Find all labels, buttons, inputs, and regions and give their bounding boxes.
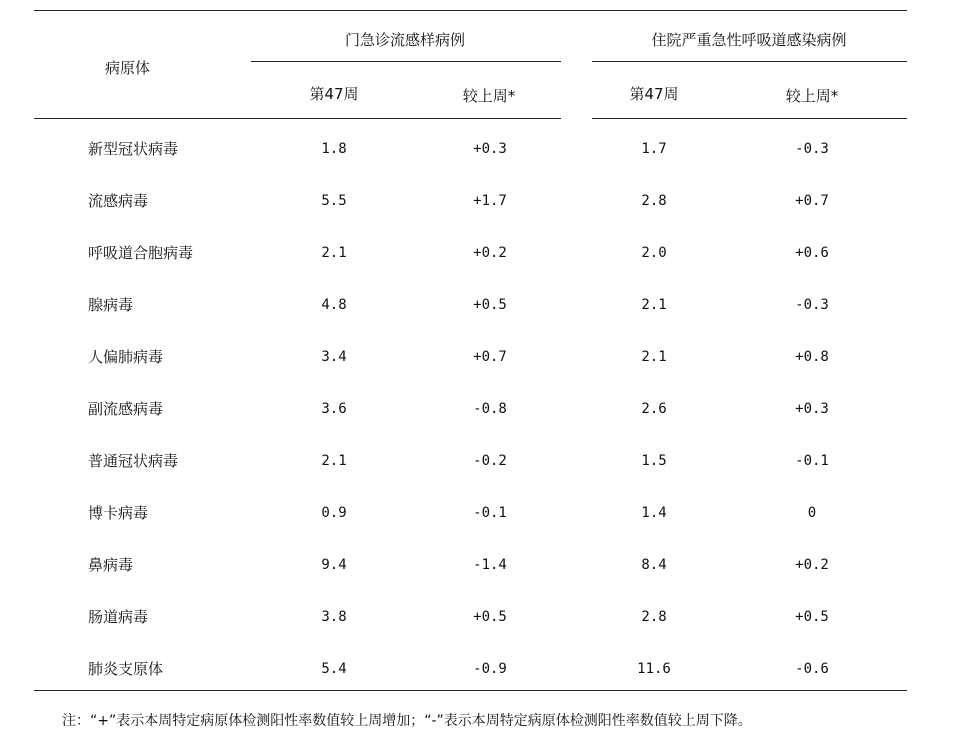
group1-underline <box>251 61 561 62</box>
ili-change-cell: +0.3 <box>473 141 507 157</box>
sari-rate-cell: 8.4 <box>641 557 667 573</box>
table-row <box>0 451 960 471</box>
sari-change-cell: -0.3 <box>795 141 829 157</box>
ili-change-cell: -0.1 <box>473 505 507 521</box>
sari-change-cell: +0.7 <box>795 193 829 209</box>
sari-change-cell: +0.8 <box>795 349 829 365</box>
ili-change-cell: +0.5 <box>473 609 507 625</box>
ili-rate-cell: 5.5 <box>321 193 347 209</box>
header-sari-change: 较上周* <box>785 87 839 105</box>
pathogen-name-cell: 普通冠状病毒 <box>88 452 179 470</box>
header-pathogen: 病原体 <box>105 59 151 77</box>
header-bottom-rule-right <box>592 118 907 119</box>
ili-change-cell: +0.2 <box>473 245 507 261</box>
header-ili-group: 门急诊流感样病例 <box>344 31 466 49</box>
sari-rate-cell: 2.8 <box>641 609 667 625</box>
sari-change-cell: +0.2 <box>795 557 829 573</box>
header-ili-week: 第47周 <box>309 85 359 103</box>
ili-rate-cell: 9.4 <box>321 557 347 573</box>
ili-change-cell: -0.2 <box>473 453 507 469</box>
pathogen-name-cell: 腺病毒 <box>88 296 134 314</box>
sari-rate-cell: 2.1 <box>641 349 667 365</box>
table-row <box>0 555 960 575</box>
bottom-rule <box>34 690 907 691</box>
sari-change-cell: +0.6 <box>795 245 829 261</box>
sari-change-cell: -0.6 <box>795 661 829 677</box>
sari-change-cell: +0.3 <box>795 401 829 417</box>
table-row <box>0 139 960 159</box>
ili-rate-cell: 0.9 <box>321 505 347 521</box>
ili-rate-cell: 5.4 <box>321 661 347 677</box>
ili-change-cell: -0.8 <box>473 401 507 417</box>
sari-change-cell: -0.3 <box>795 297 829 313</box>
pathogen-name-cell: 博卡病毒 <box>88 504 149 522</box>
ili-rate-cell: 4.8 <box>321 297 347 313</box>
ili-rate-cell: 3.4 <box>321 349 347 365</box>
header-ili-change: 较上周* <box>462 87 516 105</box>
ili-change-cell: +0.5 <box>473 297 507 313</box>
sari-change-cell: +0.5 <box>795 609 829 625</box>
header-sari-group: 住院严重急性呼吸道感染病例 <box>651 31 847 49</box>
sari-rate-cell: 1.7 <box>641 141 667 157</box>
pathogen-name-cell: 肺炎支原体 <box>88 660 164 678</box>
ili-rate-cell: 3.8 <box>321 609 347 625</box>
table-row <box>0 399 960 419</box>
sari-change-cell: -0.1 <box>795 453 829 469</box>
table-row <box>0 503 960 523</box>
header-sari-week: 第47周 <box>629 85 679 103</box>
pathogen-name-cell: 人偏肺病毒 <box>88 348 164 366</box>
pathogen-name-cell: 副流感病毒 <box>88 400 164 418</box>
ili-change-cell: -1.4 <box>473 557 507 573</box>
table-row <box>0 347 960 367</box>
table-row <box>0 243 960 263</box>
sari-rate-cell: 1.4 <box>641 505 667 521</box>
ili-change-cell: -0.9 <box>473 661 507 677</box>
ili-rate-cell: 1.8 <box>321 141 347 157</box>
pathogen-name-cell: 新型冠状病毒 <box>88 140 179 158</box>
ili-rate-cell: 2.1 <box>321 245 347 261</box>
table-row <box>0 191 960 211</box>
sari-rate-cell: 1.5 <box>641 453 667 469</box>
table-row <box>0 295 960 315</box>
header-bottom-rule-left <box>34 118 561 119</box>
pathogen-name-cell: 鼻病毒 <box>88 556 134 574</box>
table-note: 注：“+”表示本周特定病原体检测阳性率数值较上周增加；“-”表示本周特定病原体检测阳性率数值较上周下降。 <box>62 713 752 729</box>
top-rule <box>34 10 907 11</box>
table-row <box>0 659 960 679</box>
sari-change-cell: 0 <box>807 505 817 521</box>
pathogen-name-cell: 流感病毒 <box>88 192 149 210</box>
pathogen-name-cell: 呼吸道合胞病毒 <box>88 244 194 262</box>
sari-rate-cell: 2.6 <box>641 401 667 417</box>
ili-change-cell: +0.7 <box>473 349 507 365</box>
table-row <box>0 607 960 627</box>
ili-change-cell: +1.7 <box>473 193 507 209</box>
ili-rate-cell: 3.6 <box>321 401 347 417</box>
sari-rate-cell: 2.1 <box>641 297 667 313</box>
pathogen-name-cell: 肠道病毒 <box>88 608 149 626</box>
sari-rate-cell: 11.6 <box>637 661 671 677</box>
sari-rate-cell: 2.0 <box>641 245 667 261</box>
sari-rate-cell: 2.8 <box>641 193 667 209</box>
group2-underline <box>592 61 907 62</box>
ili-rate-cell: 2.1 <box>321 453 347 469</box>
